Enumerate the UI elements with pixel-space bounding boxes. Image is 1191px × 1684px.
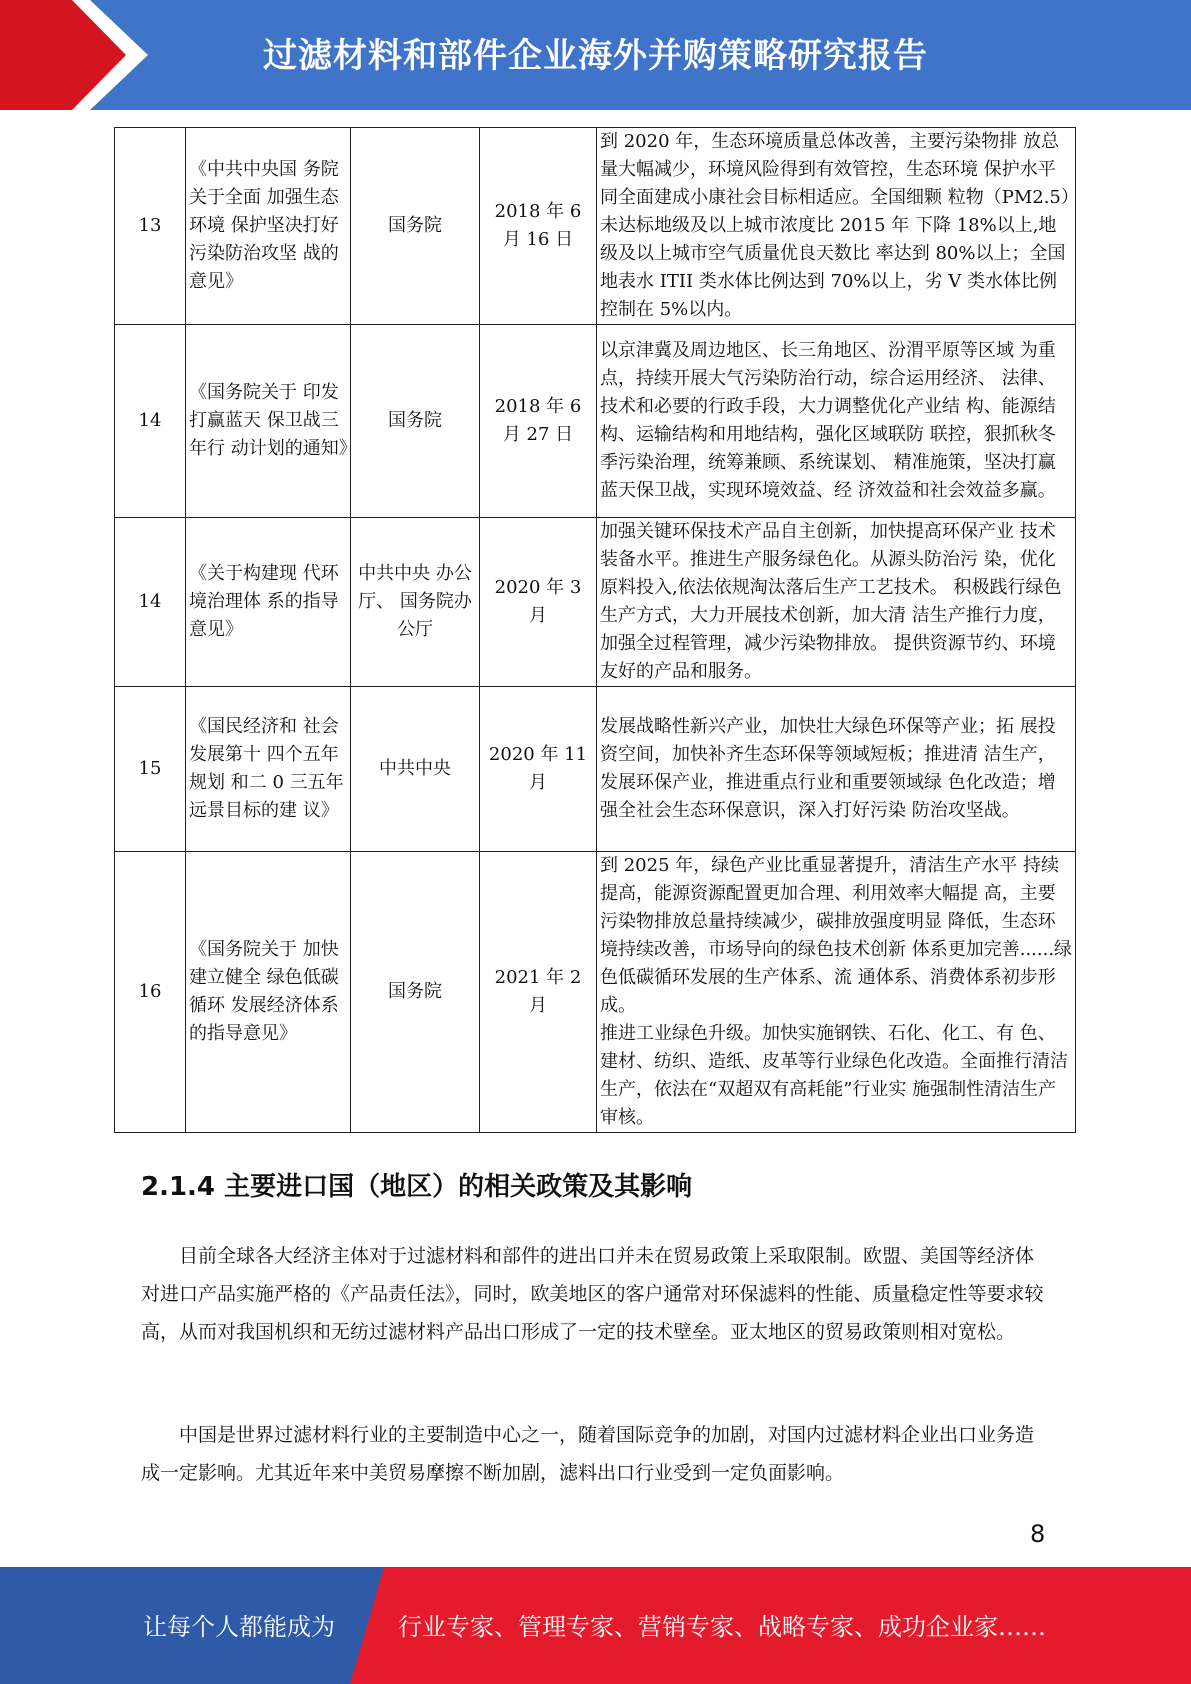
policy-title: 《中共中央国 务院关于全面 加强生态环境 保护坚决打好 污染防治攻坚 战的意见》: [186, 128, 351, 325]
policy-content: 加强关键环保技术产品自主创新，加快提高环保产业 技术装备水平。推进生产服务绿色化。从源头防治污 染，优化原料投入,依法依规淘汰落后生产工艺技术。 积极践行绿色生产方式，大力开展技术创新，加大清 洁生产推行力度，加强全过程管理，减少污染物排放。 提供资源节约、环境友好的产品和服务。: [597, 518, 1076, 687]
report-title: 过滤材料和部件企业海外并购策略研究报告: [263, 36, 928, 76]
table-row: [115, 852, 1076, 1133]
policy-issuer: 中共中央: [351, 687, 480, 852]
policy-content-part2: 推进工业绿色升级。加快实施钢铁、石化、化工、有 色、建材、纺织、造纸、皮革等行业绿色化改造。全面推行清洁生产，依法在“双超双有高耗能”行业实 施强制性清洁生产审核。: [600, 1023, 1068, 1128]
footer-slogan-right: 行业专家、管理专家、营销专家、战略专家、成功企业家……: [398, 1613, 1046, 1641]
policy-issuer: 国务院: [351, 325, 480, 518]
body-paragraph: 中国是世界过滤材料行业的主要制造中心之一，随着国际竞争的加剧，对国内过滤材料企业出口业务造成一定影响。尤其近年来中美贸易摩擦不断加剧，滤料出口行业受到一定负面影响。: [141, 1424, 1035, 1484]
policy-content: 发展战略性新兴产业，加快壮大绿色环保等产业；拓 展投资空间，加快补齐生态环保等领域短板；推进清 洁生产，发展环保产业，推进重点行业和重要领域绿 色化改造；增强全社会生态环保意识，深入打好污染 防治攻坚战。: [597, 687, 1076, 852]
policy-date: 2021 年 2 月: [480, 852, 597, 1133]
table-row: [115, 128, 1076, 325]
row-number: 15: [115, 687, 186, 852]
policy-issuer: 中共中央 办公厅、 国务院办 公厅: [351, 518, 480, 687]
table-row: [115, 325, 1076, 518]
page-header: [0, 0, 1191, 110]
policy-content: 以京津冀及周边地区、长三角地区、汾渭平原等区域 为重点，持续开展大气污染防治行动，综合运用经济、 法律、技术和必要的行政手段，大力调整优化产业结 构、能源结构、运输结构和用地结构，强化区域联防 联控，狠抓秋冬季污染治理，统筹兼顾、系统谋划、 精准施策，坚决打赢蓝天保卫战，实现环境效益、经 济效益和社会效益多赢。: [597, 325, 1076, 518]
policy-content-part1: 到 2025 年，绿色产业比重显著提升，清洁生产水平 持续提高，能源资源配置更加合理、利用效率大幅提 高，主要污染物排放总量持续减少，碳排放强度明显 降低，生态环境持续改善，市场导向的绿色技术创新 体系更加完善......绿色低碳循环发展的生产体系、流 通体系、消费体系初步形成。: [600, 855, 1073, 1016]
policy-table: [114, 127, 1076, 1133]
footer-slogan-left: 让每个人都能成为: [143, 1613, 335, 1641]
row-number: 16: [115, 852, 186, 1133]
policy-date: 2020 年 3 月: [480, 518, 597, 687]
page-number: 8: [1030, 1520, 1046, 1548]
row-number: 13: [115, 128, 186, 325]
policy-title: 《国务院关于 印发打赢蓝天 保卫战三年行 动计划的通知》: [186, 325, 351, 518]
policy-issuer: 国务院: [351, 128, 480, 325]
policy-date: 2020 年 11 月: [480, 687, 597, 852]
body-paragraph: 目前全球各大经济主体对于过滤材料和部件的进出口并未在贸易政策上采取限制。欧盟、美国等经济体对进口产品实施严格的《产品责任法》，同时，欧美地区的客户通常对环保滤料的性能、质量稳定性等要求较高，从而对我国机织和无纺过滤材料产品出口形成了一定的技术壁垒。亚太地区的贸易政策则相对宽松。: [141, 1245, 1044, 1343]
policy-title: 《国民经济和 社会发展第十 四个五年规划 和二 0 三五年 远景目标的建 议》: [186, 687, 351, 852]
policy-date: 2018 年 6 月 27 日: [480, 325, 597, 518]
policy-title: 《国务院关于 加快建立健全 绿色低碳循环 发展经济体系 的指导意见》: [186, 852, 351, 1133]
row-number: 14: [115, 518, 186, 687]
policy-title: 《关于构建现 代环境治理体 系的指导意见》: [186, 518, 351, 687]
policy-content: [597, 852, 1076, 1133]
section-heading: 2.1.4 主要进口国（地区）的相关政策及其影响: [141, 1172, 693, 1202]
page-footer: [0, 1567, 1191, 1684]
table-row: [115, 687, 1076, 852]
policy-issuer: 国务院: [351, 852, 480, 1133]
policy-content: 到 2020 年，生态环境质量总体改善，主要污染物排 放总量大幅减少，环境风险得到有效管控，生态环境 保护水平同全面建成小康社会目标相适应。全国细颗 粒物（PM2.5）未达标地级及以上城市浓度比 2015 年 下降 18%以上,地级及以上城市空气质量优良天数比 率达到 80%以上；全国地表水 ITII 类水体比例达到 70%以上，劣 V 类水体比例控制在 5%以内。: [597, 128, 1076, 325]
table-row: [115, 518, 1076, 687]
policy-date: 2018 年 6 月 16 日: [480, 128, 597, 325]
row-number: 14: [115, 325, 186, 518]
